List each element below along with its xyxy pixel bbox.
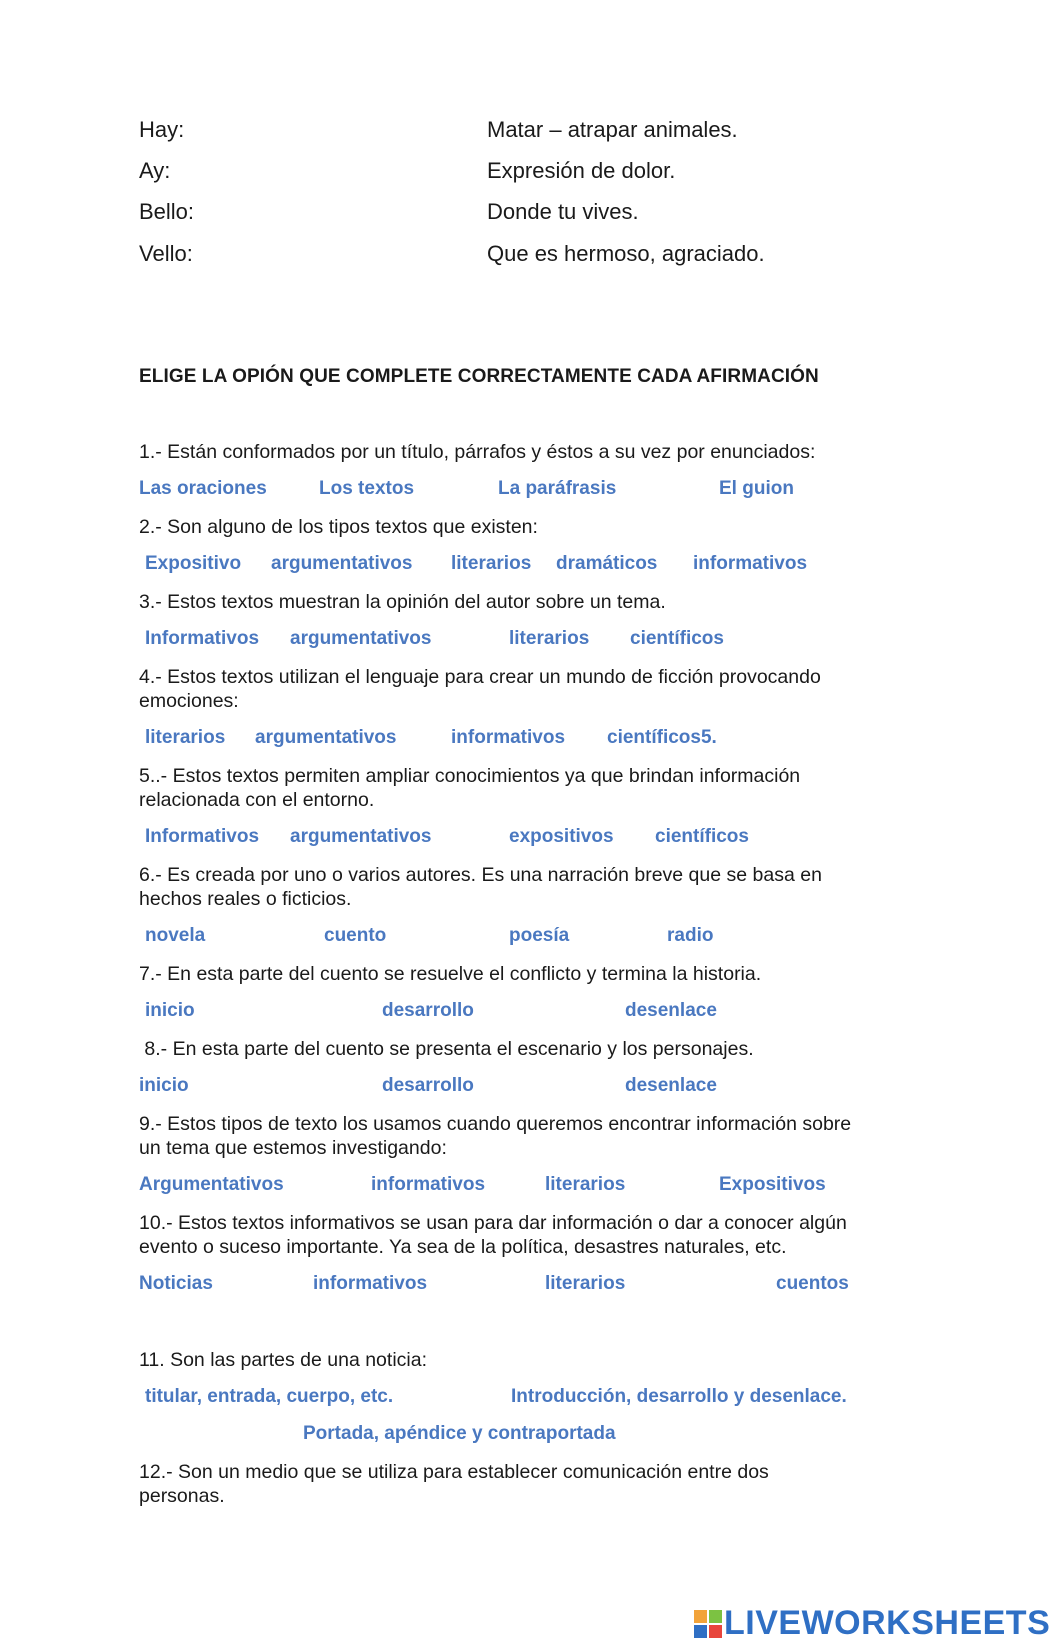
question-11-text: 11. Son las partes de una noticia:: [139, 1349, 427, 1371]
term-1: Hay:: [139, 117, 185, 142]
q5-option-1[interactable]: Informativos: [145, 826, 260, 847]
question-5-text-line-1: 5..- Estos textos permiten ampliar conocimientos ya que brindan información: [139, 765, 801, 787]
q4-option-1[interactable]: literarios: [145, 727, 226, 748]
question-6-text-line-2: hechos reales o ficticios.: [139, 888, 352, 910]
question-12-text-line-1: 12.- Son un medio que se utiliza para establecer comunicación entre dos: [139, 1461, 769, 1483]
question-9-text-line-1: 9.- Estos tipos de texto los usamos cuando queremos encontrar información sobre: [139, 1113, 852, 1135]
q3-option-4[interactable]: científicos: [630, 628, 724, 649]
definition-4[interactable]: Que es hermoso, agraciado.: [487, 241, 765, 266]
q6-option-1[interactable]: novela: [145, 925, 206, 946]
question-4-text-line-2: emociones:: [139, 690, 239, 712]
q6-option-4[interactable]: radio: [667, 925, 714, 946]
q7-option-1[interactable]: inicio: [145, 1000, 195, 1021]
q4-option-2[interactable]: argumentativos: [255, 727, 397, 748]
q3-option-1[interactable]: Informativos: [145, 628, 260, 649]
q1-option-2[interactable]: Los textos: [319, 478, 415, 499]
term-2: Ay:: [139, 158, 171, 183]
q11-option-2[interactable]: Introducción, desarrollo y desenlace.: [511, 1386, 847, 1407]
brand-name: LIVEWORKSHEETS: [724, 1604, 1050, 1642]
q1-option-1[interactable]: Las oraciones: [139, 478, 267, 499]
q1-option-3[interactable]: La paráfrasis: [498, 478, 617, 499]
q2-option-4[interactable]: dramáticos: [556, 553, 658, 574]
q2-option-1[interactable]: Expositivo: [145, 553, 242, 574]
liveworksheets-logo-icon: [694, 1610, 722, 1638]
definition-1[interactable]: Matar – atrapar animales.: [487, 117, 738, 142]
definition-2[interactable]: Expresión de dolor.: [487, 158, 676, 183]
q3-option-3[interactable]: literarios: [509, 628, 590, 649]
question-10-text-line-2: evento o suceso importante. Ya sea de la política, desastres naturales, etc.: [139, 1236, 787, 1258]
q9-option-2[interactable]: informativos: [371, 1174, 486, 1195]
q4-option-4[interactable]: científicos5.: [607, 727, 717, 748]
q11-option-1[interactable]: titular, entrada, cuerpo, etc.: [145, 1386, 394, 1407]
q2-option-3[interactable]: literarios: [451, 553, 532, 574]
q3-option-2[interactable]: argumentativos: [290, 628, 432, 649]
question-1-text: 1.- Están conformados por un título, párrafos y éstos a su vez por enunciados:: [139, 441, 816, 463]
q8-option-3[interactable]: desenlace: [625, 1075, 717, 1096]
q10-option-4[interactable]: cuentos: [776, 1273, 849, 1294]
question-12-text-line-2: personas.: [139, 1485, 225, 1507]
q1-option-4[interactable]: El guion: [719, 478, 794, 499]
q10-option-3[interactable]: literarios: [545, 1273, 626, 1294]
q8-option-2[interactable]: desarrollo: [382, 1075, 474, 1096]
q8-option-1[interactable]: inicio: [139, 1075, 189, 1096]
question-3-text: 3.- Estos textos muestran la opinión del autor sobre un tema.: [139, 591, 666, 613]
q7-option-3[interactable]: desenlace: [625, 1000, 717, 1021]
definition-3[interactable]: Donde tu vives.: [487, 199, 639, 224]
term-3: Bello:: [139, 199, 195, 224]
term-4: Vello:: [139, 241, 193, 266]
q4-option-3[interactable]: informativos: [451, 727, 566, 748]
question-4-text-line-1: 4.- Estos textos utilizan el lenguaje para crear un mundo de ficción provocando: [139, 666, 821, 688]
q2-option-5[interactable]: informativos: [693, 553, 808, 574]
question-7-text: 7.- En esta parte del cuento se resuelve el conflicto y termina la historia.: [139, 963, 762, 985]
q7-option-2[interactable]: desarrollo: [382, 1000, 474, 1021]
question-9-text-line-2: un tema que estemos investigando:: [139, 1137, 447, 1159]
section-heading: ELIGE LA OPIÓN QUE COMPLETE CORRECTAMENTE CADA AFIRMACIÓN: [139, 366, 819, 387]
question-8-text: 8.- En esta parte del cuento se presenta el escenario y los personajes.: [139, 1038, 754, 1060]
q5-option-3[interactable]: expositivos: [509, 826, 614, 847]
question-6-text-line-1: 6.- Es creada por uno o varios autores. Es una narración breve que se basa en: [139, 864, 822, 886]
q10-option-2[interactable]: informativos: [313, 1273, 428, 1294]
q6-option-2[interactable]: cuento: [324, 925, 387, 946]
q9-option-4[interactable]: Expositivos: [719, 1174, 826, 1195]
q10-option-1[interactable]: Noticias: [139, 1273, 213, 1294]
q5-option-2[interactable]: argumentativos: [290, 826, 432, 847]
q6-option-3[interactable]: poesía: [509, 925, 570, 946]
question-2-text: 2.- Son alguno de los tipos textos que existen:: [139, 516, 538, 538]
question-10-text-line-1: 10.- Estos textos informativos se usan para dar información o dar a conocer algún: [139, 1212, 847, 1234]
q2-option-2[interactable]: argumentativos: [271, 553, 413, 574]
q5-option-4[interactable]: científicos: [655, 826, 749, 847]
q9-option-1[interactable]: Argumentativos: [139, 1174, 284, 1195]
q9-option-3[interactable]: literarios: [545, 1174, 626, 1195]
question-5-text-line-2: relacionada con el entorno.: [139, 789, 375, 811]
q11-option-3[interactable]: Portada, apéndice y contraportada: [303, 1423, 616, 1444]
